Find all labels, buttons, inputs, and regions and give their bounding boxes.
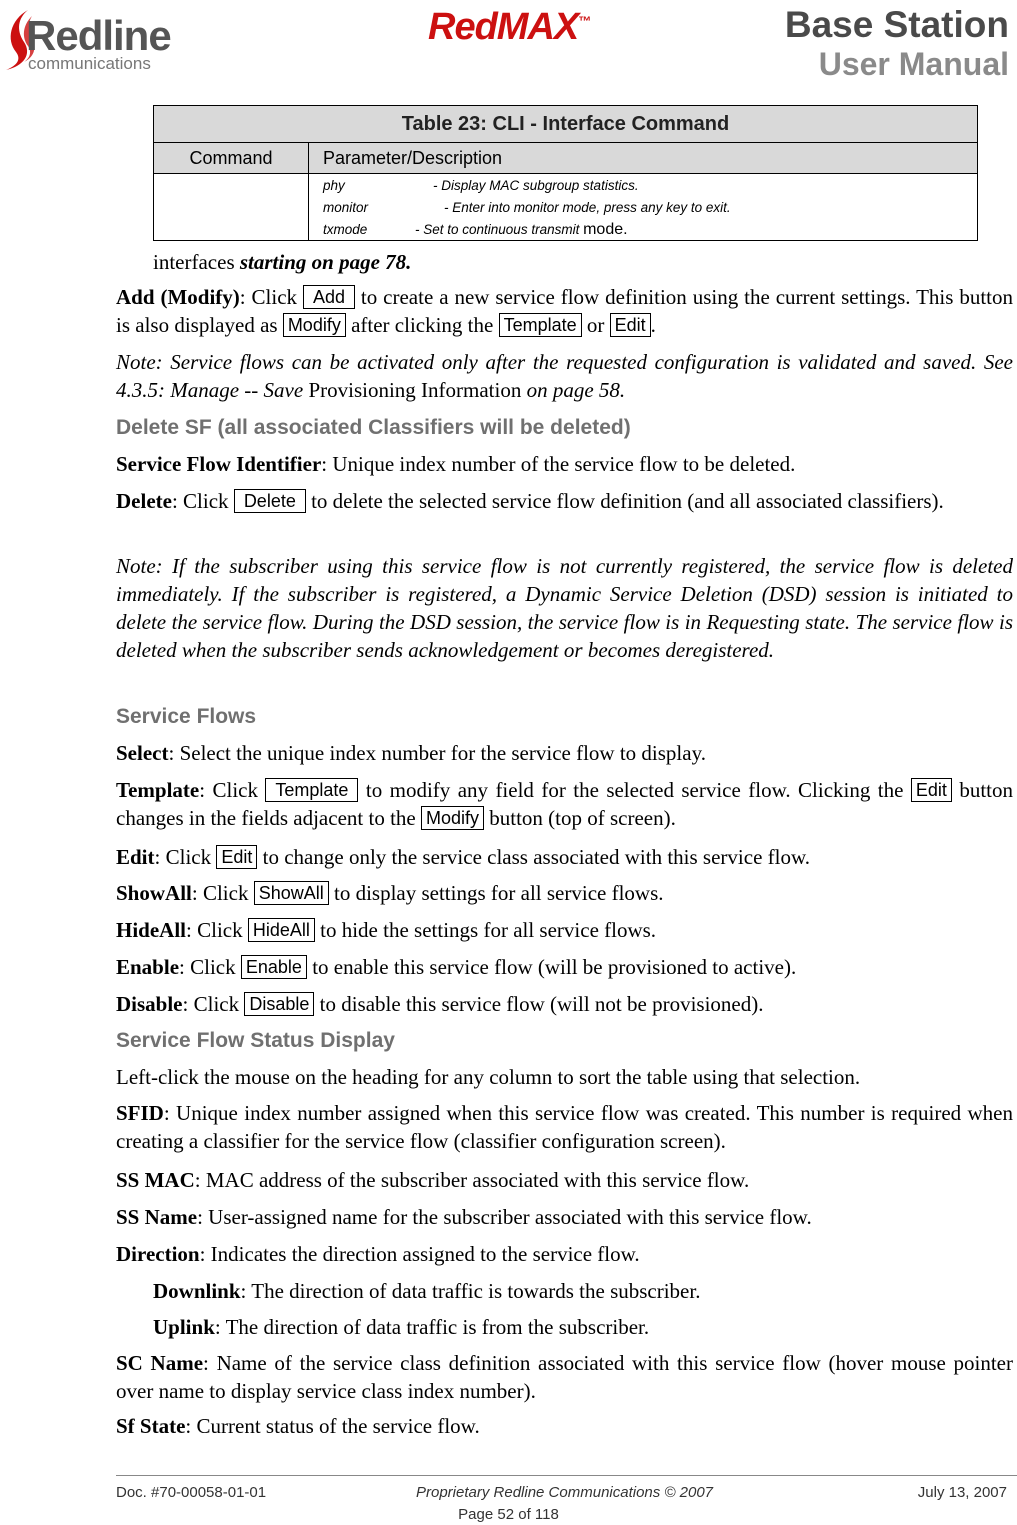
redline-logo	[2, 4, 212, 74]
footer-rule	[116, 1475, 1017, 1476]
description: : Unique index number of the service flow to be deleted.	[321, 452, 796, 476]
description: : Current status of the service flow.	[185, 1414, 480, 1438]
text: : Click	[199, 778, 266, 802]
product-max: MAX	[496, 6, 579, 48]
add-button[interactable]: Add	[303, 285, 355, 309]
table-header-row	[154, 143, 977, 174]
cli-interface-table	[153, 105, 978, 241]
hideall-item	[116, 916, 1013, 944]
text: to enable this service flow (will be provisioned to active).	[306, 955, 797, 979]
edit-button[interactable]: Edit	[216, 845, 257, 869]
edit-button[interactable]: Edit	[911, 778, 952, 802]
sf-state-item	[116, 1412, 1013, 1440]
doc-title: Base Station	[784, 4, 1009, 45]
term: Template	[116, 778, 200, 802]
add-text: .	[650, 313, 656, 337]
term: HideAll	[116, 918, 187, 942]
text: to delete the selected service flow definition (and all associated classifiers).	[305, 489, 944, 513]
parameter-cell	[309, 174, 731, 240]
footer-proprietary: Proprietary Redline Communications © 2007	[416, 1484, 714, 1501]
add-term: Add (Modify)	[116, 285, 240, 309]
add-text: to create a new service flow definition using the current settings. This button is also displayed as	[116, 285, 1013, 337]
continuation-ref: starting on page 78.	[239, 250, 412, 274]
note-text: on page 58.	[521, 378, 626, 402]
add-text: : Click	[239, 285, 303, 309]
term: Sf State	[116, 1414, 186, 1438]
footer-doc-number: Doc. #70-00058-01-01	[116, 1484, 267, 1501]
template-button[interactable]: Template	[499, 313, 582, 337]
logo-subtitle: communications	[28, 54, 151, 73]
sc-name-item	[116, 1349, 1013, 1405]
text: to disable this service flow (will not be provisioned).	[314, 992, 764, 1016]
downlink-item	[153, 1277, 1013, 1305]
term: Select	[116, 741, 169, 765]
add-text: or	[581, 313, 610, 337]
note-deletion: Note: If the subscriber using this service flow is not currently registered, the service flow is deleted immediately. If the subscriber is registered, a Dynamic Service Deletion (DSD) session is initiated to delete the service flow. During the DSD session, the service flow is in Requesting state. The service flow is deleted when the subscriber sends acknowledgement or becomes deregistered.	[116, 554, 1013, 662]
param-name: txmode	[323, 222, 368, 237]
note-link: Provisioning Information	[308, 378, 522, 402]
product-name	[428, 6, 590, 49]
param-line	[323, 220, 731, 242]
delete-button[interactable]: Delete	[234, 489, 306, 513]
text: to change only the service class associated with this service flow.	[257, 845, 811, 869]
disable-button[interactable]: Disable	[244, 992, 314, 1016]
edit-item	[116, 843, 1013, 871]
description: : User-assigned name for the subscriber associated with this service flow.	[197, 1205, 812, 1229]
table-caption: Table 23: CLI - Interface Command	[154, 106, 977, 143]
ss-mac-item	[116, 1166, 1013, 1194]
text: to hide the settings for all service flows.	[314, 918, 657, 942]
continuation-text	[153, 248, 1013, 276]
command-cell	[154, 174, 309, 240]
service-flow-identifier-item	[116, 450, 1013, 478]
select-item	[116, 739, 1013, 767]
logo-name: Redline	[26, 12, 171, 59]
enable-button[interactable]: Enable	[241, 955, 307, 979]
param-name: monitor	[323, 200, 369, 215]
sfid-item	[116, 1099, 1013, 1155]
term: Edit	[116, 845, 155, 869]
doc-subtitle: User Manual	[818, 46, 1009, 82]
showall-item	[116, 879, 1013, 907]
table-row	[154, 174, 977, 240]
param-desc: - Set to continuous transmit	[415, 222, 580, 237]
ss-name-item	[116, 1203, 1013, 1231]
param-desc-tail: mode.	[583, 221, 628, 238]
term: SFID	[116, 1101, 164, 1125]
param-line	[323, 198, 731, 220]
enable-item	[116, 953, 1013, 981]
text: : Click	[191, 881, 254, 905]
footer-page-number: Page 52 of 118	[458, 1506, 559, 1523]
param-desc: - Enter into monitor mode, press any key to exit.	[444, 200, 731, 215]
description: : Name of the service class definition associated with this service flow (hover mouse pointer over name to display service class index number).	[116, 1351, 1013, 1403]
sort-instructions: Left-click the mouse on the heading for any column to sort the table using that selection.	[116, 1065, 861, 1089]
heading-status-display: Service Flow Status Display	[116, 1029, 395, 1052]
term: Enable	[116, 955, 180, 979]
term: Uplink	[153, 1315, 215, 1339]
term: SS Name	[116, 1205, 198, 1229]
heading-service-flows: Service Flows	[116, 705, 257, 728]
disable-item	[116, 990, 1013, 1018]
template-button[interactable]: Template	[265, 778, 358, 802]
term: ShowAll	[116, 881, 192, 905]
column-header-parameter: Parameter/Description	[323, 148, 503, 168]
uplink-item	[153, 1313, 1013, 1341]
modify-button[interactable]: Modify	[283, 313, 346, 337]
description: : The direction of data traffic is from the subscriber.	[214, 1315, 650, 1339]
direction-item	[116, 1240, 1013, 1268]
continuation-lead: interfaces	[153, 250, 240, 274]
term: Disable	[116, 992, 183, 1016]
note-activation	[116, 348, 1013, 404]
edit-button[interactable]: Edit	[610, 313, 651, 337]
text: : Click	[179, 955, 241, 979]
product-red: Red	[428, 6, 497, 48]
description: : Unique index number assigned when this service flow was created. This number is required when creating a classifier for the service flow (classifier configuration screen).	[116, 1101, 1013, 1153]
term: Downlink	[153, 1279, 241, 1303]
text: to display settings for all service flows.	[328, 881, 664, 905]
text: : Click	[154, 845, 217, 869]
term: Delete	[116, 489, 172, 513]
text: : Click	[186, 918, 248, 942]
showall-button[interactable]: ShowAll	[254, 881, 329, 905]
description: : MAC address of the subscriber associated with this service flow.	[194, 1168, 750, 1192]
term: SC Name	[116, 1351, 204, 1375]
trademark-mark: ™	[578, 13, 591, 29]
column-header-command: Command	[154, 143, 309, 173]
text: to modify any field for the selected service flow. Clicking the	[358, 778, 911, 802]
heading-delete-sf: Delete SF (all associated Classifiers will be deleted)	[116, 416, 631, 439]
template-paragraph	[116, 776, 1013, 832]
text: : Click	[182, 992, 245, 1016]
add-paragraph	[116, 283, 1013, 339]
param-line	[323, 176, 731, 198]
description: : The direction of data traffic is towards the subscriber.	[240, 1279, 701, 1303]
page-header	[0, 0, 1017, 92]
hideall-button[interactable]: HideAll	[248, 918, 315, 942]
note-text: Note: Service flows can be activated only after the requested configuration is validated and saved. See 4.3.5: Manage -- Save	[116, 350, 1013, 402]
param-name: phy	[323, 178, 345, 193]
text: button (top of screen).	[484, 806, 676, 830]
add-text: after clicking the	[345, 313, 499, 337]
term: Service Flow Identifier	[116, 452, 322, 476]
term: SS MAC	[116, 1168, 195, 1192]
footer-date: July 13, 2007	[917, 1484, 1007, 1501]
term: Direction	[116, 1242, 200, 1266]
text: : Click	[171, 489, 234, 513]
modify-button[interactable]: Modify	[421, 806, 484, 830]
description: : Select the unique index number for the service flow to display.	[168, 741, 706, 765]
delete-paragraph	[116, 487, 1013, 515]
text: button changes in the fields adjacent to the	[116, 778, 1013, 830]
param-desc: - Display MAC subgroup statistics.	[433, 178, 639, 193]
description: : Indicates the direction assigned to the service flow.	[199, 1242, 640, 1266]
